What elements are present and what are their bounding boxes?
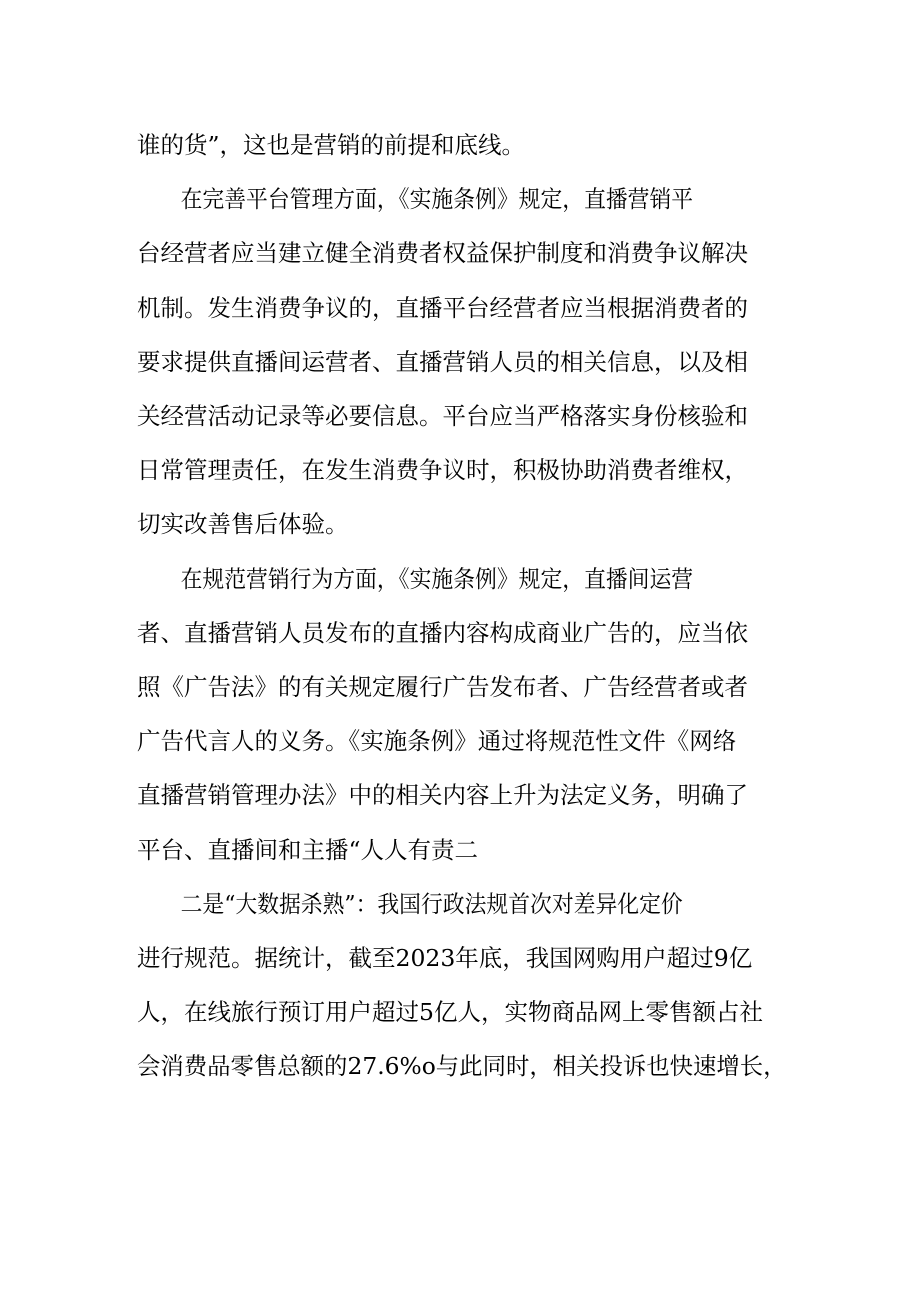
text-line: 谁的货”，这也是营销的前提和底线。 <box>137 131 526 159</box>
text-line: 台经营者应当建立健全消费者权益保护制度和消费争议解决 <box>137 239 748 268</box>
text-line: 关经营活动记录等必要信息。平台应当严格落实身份核验和 <box>137 402 748 431</box>
text-line: 要求提供直播间运营者、直播营销人员的相关信息，以及相 <box>137 347 748 376</box>
paragraph-4 <box>137 877 787 1094</box>
text-line: 进行规范。据统计，截至2023年底，我国网购用户超过9亿 <box>137 944 753 973</box>
text-line: 切实改善售后体验。 <box>137 510 349 539</box>
text-line: 直播营销管理办法》中的相关内容上升为法定义务，明确了 <box>137 781 748 810</box>
text-line: 人，在线旅行预订用户超过5亿人，实物商品网上零售额占社 <box>137 998 763 1027</box>
text-line: 日常管理责任，在发生消费争议时，积极协助消费者维权， <box>137 456 748 485</box>
text-line: 广告代言人的义务。《实施条例》通过将规范性文件《网络 <box>137 727 737 756</box>
text-line: 会消费品零售总额的27.6%o与此同时，相关投诉也快速增长， <box>137 1052 787 1081</box>
text-line: 照《广告法》的有关规定履行广告发布者、广告经营者或者 <box>137 673 748 702</box>
paragraph-2 <box>137 172 787 551</box>
text-line: 机制。发生消费争议的，直播平台经营者应当根据消费者的 <box>137 293 748 322</box>
text-line: 在完善平台管理方面，《实施条例》规定，直播营销平 <box>180 185 694 214</box>
paragraph-3 <box>137 552 787 877</box>
text-line: 二是“大数据杀熟”：我国行政法规首次对差异化定价 <box>180 889 683 918</box>
text-line: 平台、直播间和主播“人人有责二 <box>137 835 479 864</box>
body-text <box>137 118 787 1094</box>
paragraph-1 <box>137 118 787 172</box>
text-line: 者、直播营销人员发布的直播内容构成商业广告的，应当依 <box>137 618 748 647</box>
text-line: 在规范营销行为方面，《实施条例》规定，直播间运营 <box>180 564 694 593</box>
